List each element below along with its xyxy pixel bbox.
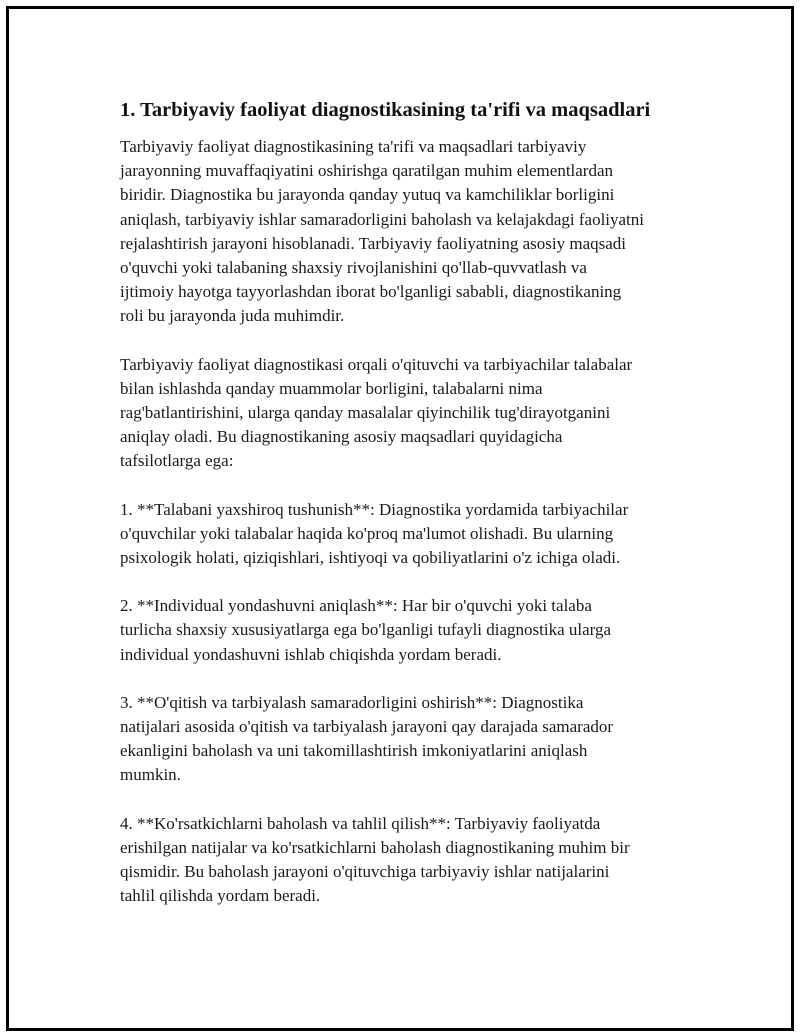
list-item-1: 1. **Talabani yaxshiroq tushunish**: Diagnostika yordamida tarbiyachilar o'quvchilar yoki talabalar haqida ko'proq ma'lumot olishadi. Bu ularning psixologik holati, qiziqishlari, ishtiyoqi va qobiliyatlarini o'z ichiga oladi. — [120, 499, 629, 568]
purpose-paragraph: Tarbiyaviy faoliyat diagnostikasi orqali o'qituvchi va tarbiyachilar talabalar bilan ishlashda qanday muammolar borligini, talabalarni nima rag'batlantirishini, ularga qanday masalalar qiyinchilik tug'dirayotganini aniqlay oladi. Bu diagnostikaning asosiy maqsadlari quyidagicha tafsilotlarga ega: — [120, 354, 633, 471]
list-item-4: 4. **Ko'rsatkichlarni baholash va tahlil qilish**: Tarbiyaviy faoliyatda erishilgan natijalar va ko'rsatkichlarni baholash diagnostikaning muhim bir qismidir. Bu baholash jarayoni o'qituvchiga tarbiyaviy ishlar natijalarini tahlil qilishda yordam beradi. — [120, 813, 630, 906]
intro-paragraph: Tarbiyaviy faoliyat diagnostikasining ta'rifi va maqsadlari tarbiyaviy jarayonning muvaffaqiyatini oshirishga qaratilgan muhim elementlardan biridir. Diagnostika bu jarayonda qanday yutuq va kamchiliklar borligini aniqlash, tarbiyaviy ishlar samaradorligini baholash va kelajakdagi faoliyatni rejalashtirish jarayoni hisoblanadi. Tarbiyaviy faoliyatning asosiy maqsadi o'quvchi yoki talabaning shaxsiy rivojlanishini qo'llab-quvvatlash va ijtimoiy hayotga tayyorlashdan iborat bo'lganligi sababli, diagnostikaning roli bu jarayonda juda muhimdir. — [120, 137, 645, 326]
document-title: 1. Tarbiyaviy faoliyat diagnostikasining ta'rifi va maqsadlari — [120, 99, 651, 121]
page-frame — [6, 6, 794, 1031]
list-item-3: 3. **O'qitish va tarbiyalash samaradorligini oshirish**: Diagnostika natijalari asosida o'qitish va tarbiyalash jarayoni qay darajada samarador ekanligini baholash va uni takomillashtirish imkoniyatlarini aniqlash mumkin. — [120, 692, 614, 785]
list-item-2: 2. **Individual yondashuvni aniqlash**: Har bir o'quvchi yoki talaba turlicha shaxsiy xususiyatlarga ega bo'lganligi tufayli diagnostika ularga individual yondashuvni ishlab chiqishda yordam beradi. — [120, 596, 612, 664]
document-body — [120, 97, 695, 932]
